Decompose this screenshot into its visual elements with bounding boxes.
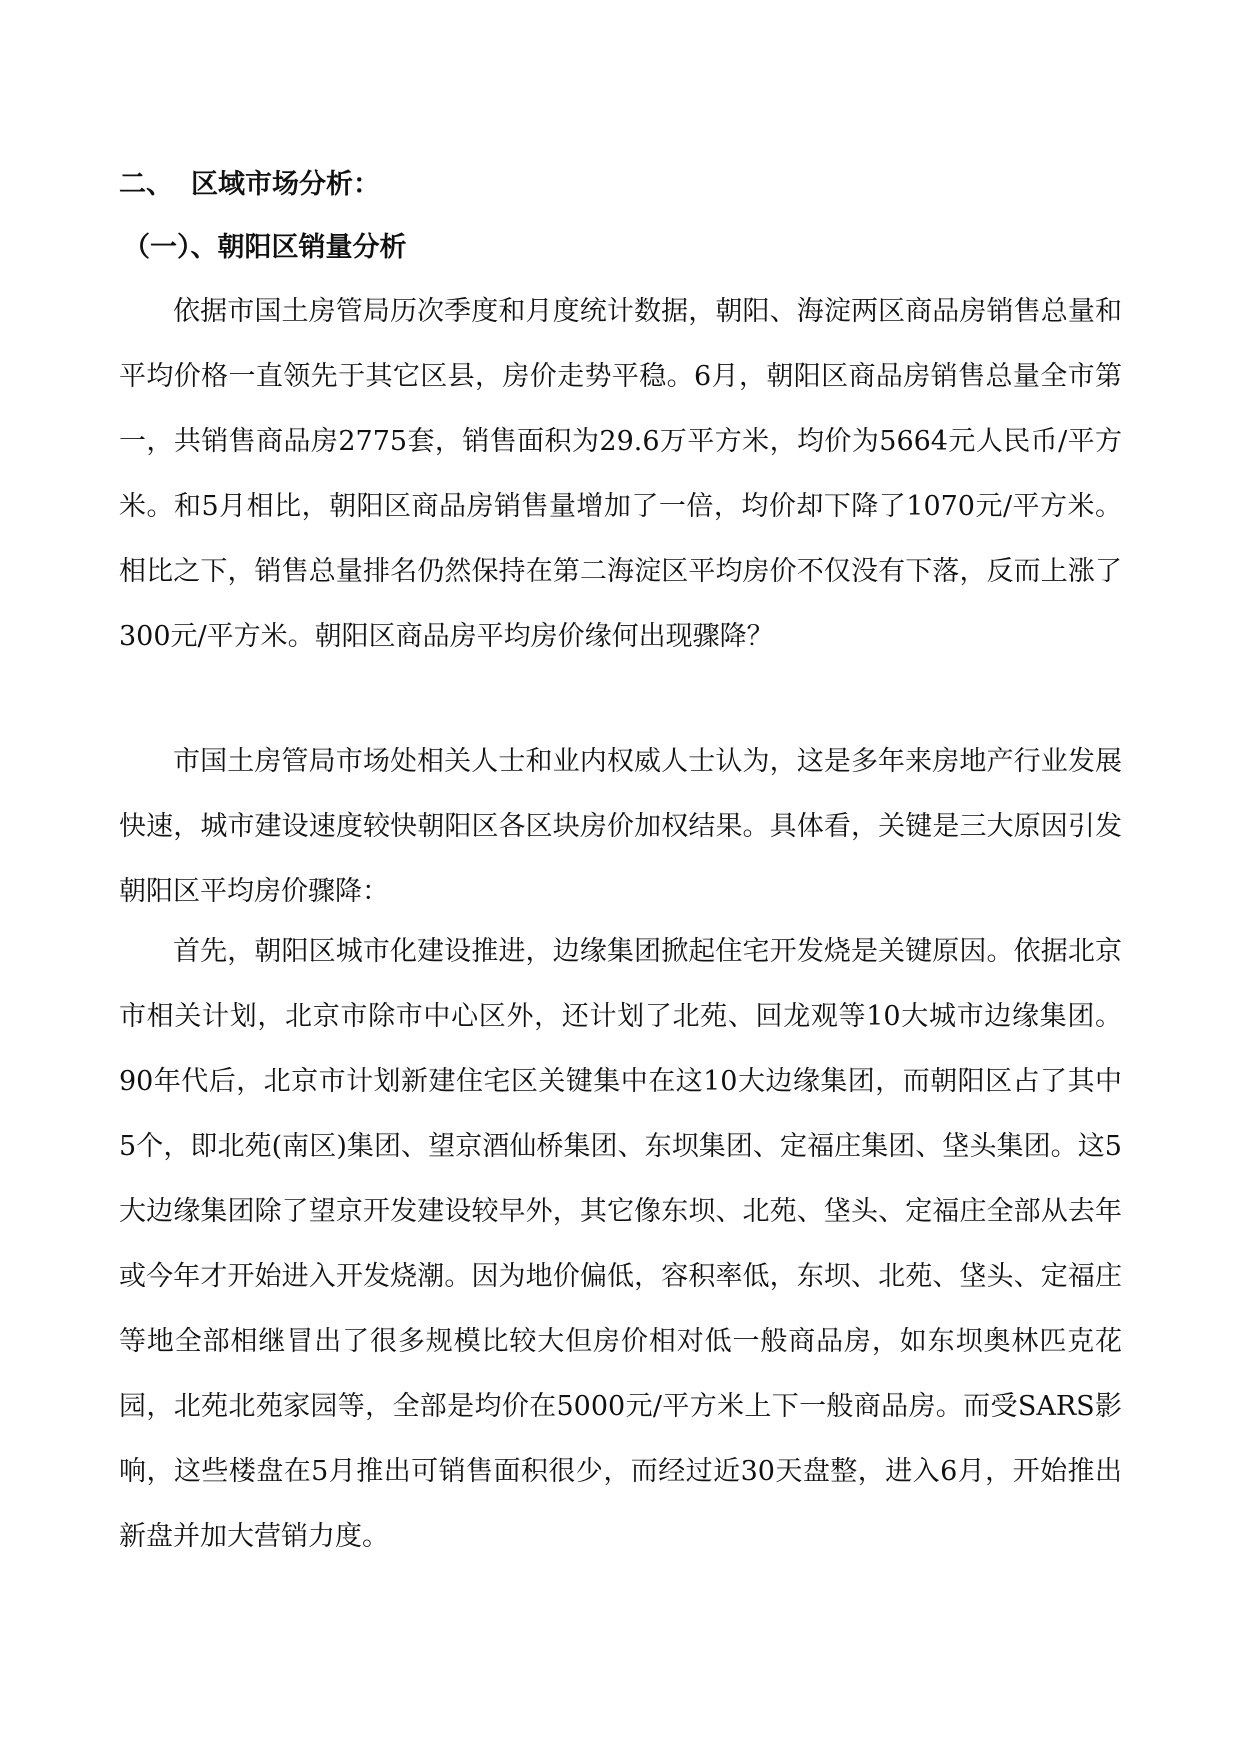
section-number: 二、 (119, 169, 173, 200)
subsection-heading: （一）、朝阳区销量分析 (123, 232, 407, 263)
body-paragraph: 市国土房管局市场处相关人士和业内权威人士认为，这是多年来房地产行业发展快速，城市建设速度较快朝阳区各区块房价加权结果。具体看，关键是三大原因引发朝阳区平均房价骤降： (119, 746, 1122, 907)
section-title: 区域市场分析： (191, 169, 380, 200)
body-paragraph: 首先，朝阳区城市化建设推进，边缘集团掀起住宅开发烧是关键原因。依据北京市相关计划，北京市除市中心区外，还计划了北苑、回龙观等10大城市边缘集团。90年代后，北京市计划新建住宅区关键集中在这10大边缘集团，而朝阳区占了其中5个，即北苑(南区)集团、望京酒仙桥集团、东坝集团、定福庄集团、垡头集团。这5大边缘集团除了望京开发建设较早外，其它像东坝、北苑、垡头、定福庄全部从去年或今年才开始进入开发烧潮。因为地价偏低，容积率低，东坝、北苑、垡头、定福庄等地全部相继冒出了很多规模比较大但房价相对低一般商品房，如东坝奥林匹克花园，北苑北苑家园等，全部是均价在5000元/平方米上下一般商品房。而受SARS影响，这些楼盘在5月推出可销售面积很少，而经过近30天盘整，进入6月，开始推出新盘并加大营销力度。 (119, 936, 1122, 1552)
body-paragraph: 依据市国土房管局历次季度和月度统计数据，朝阳、海淀两区商品房销售总量和平均价格一直领先于其它区县，房价走势平稳。6月，朝阳区商品房销售总量全市第一，共销售商品房2775套，销售面积为29.6万平方米，均价为5664元人民币/平方米。和5月相比，朝阳区商品房销售量增加了一倍，均价却下降了1070元/平方米。相比之下，销售总量排名仍然保持在第二海淀区平均房价不仅没有下落，反而上涨了300元/平方米。朝阳区商品房平均房价缘何出现骤降？ (119, 296, 1122, 652)
section-heading (119, 165, 380, 205)
